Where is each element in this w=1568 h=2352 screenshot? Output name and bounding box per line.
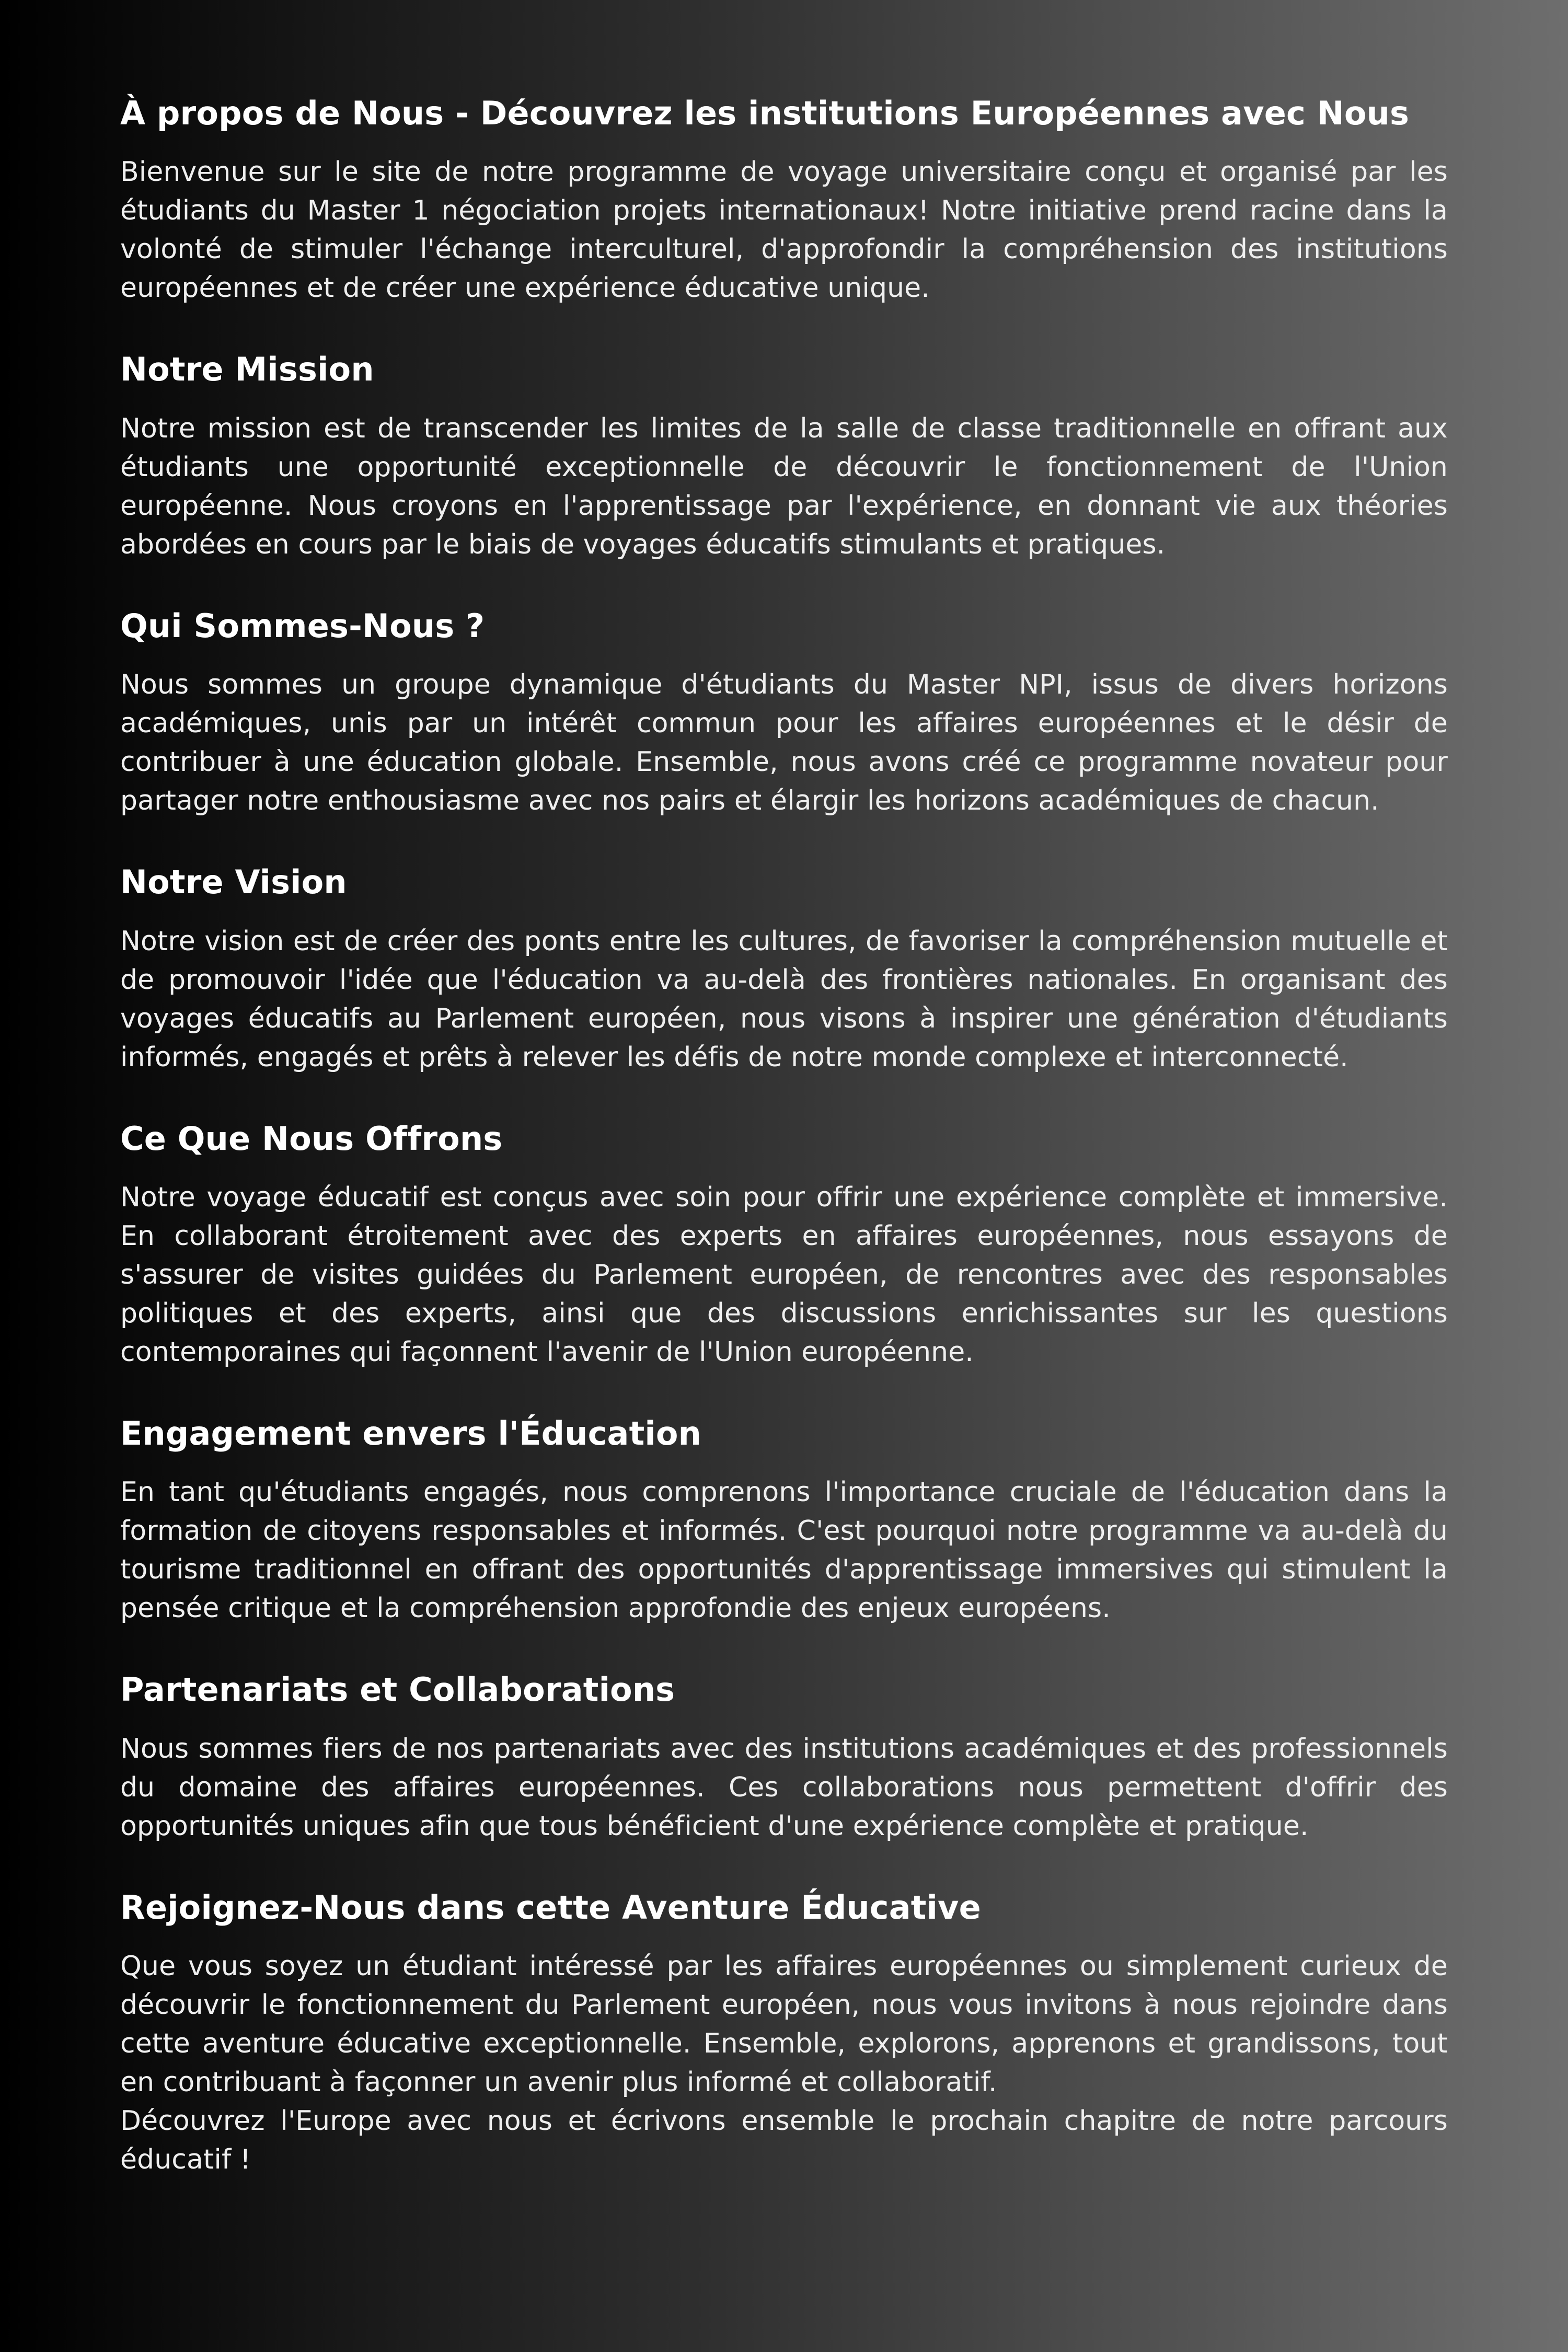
section-title-join-us: Rejoignez-Nous dans cette Aventure Éducative [120,1888,981,1927]
section-mission [120,350,1448,563]
vision-paragraph: Notre vision est de créer des ponts entre les cultures, de favoriser la compréhension mutuelle et de promouvoir l'idée que l'éducation va au-delà des frontières nationales. En organisant des voyages éducatifs au Parlement européen, nous visons à inspirer une génération d'étudiants informés, engagés et prêts à relever les défis de notre monde complexe et interconnecté. [120,925,1448,1073]
mission-paragraph: Notre mission est de transcender les limites de la salle de classe traditionnelle en offrant aux étudiants une opportunité exceptionnelle de découvrir le fonctionnement de l'Union européenne. Nous croyons en l'apprentissage par l'expérience, en donnant vie aux théories abordées en cours par le biais de voyages éducatifs stimulants et pratiques. [120,412,1448,560]
page-title: À propos de Nous - Découvrez les institutions Européennes avec Nous [120,94,1410,132]
section-about [120,94,1448,307]
section-title-vision: Notre Vision [120,863,347,902]
about-paragraph: Bienvenue sur le site de notre programme de voyage universitaire conçu et organisé par les étudiants du Master 1 négociation projets internationaux! Notre initiative prend racine dans la volonté de stimuler l'échange interculturel, d'approfondir la compréhension des institutions européennes et de créer une expérience éducative unique. [120,156,1448,304]
section-vision [120,863,1448,1076]
section-title-education: Engagement envers l'Éducation [120,1414,701,1452]
section-education [120,1414,1448,1628]
offer-paragraph: Notre voyage éducatif est conçus avec soin pour offrir une expérience complète et immersive. En collaborant étroitement avec des experts en affaires européennes, nous essayons de s'assurer de visites guidées du Parlement européen, de rencontres avec des responsables politiques et des experts, ainsi que des discussions enrichissantes sur les questions contemporaines qui façonnent l'avenir de l'Union européenne. [120,1181,1448,1368]
section-offer [120,1120,1448,1371]
join-us-closing-paragraph: Découvrez l'Europe avec nous et écrivons ensemble le prochain chapitre de notre parcours éducatif ! [120,2105,1448,2176]
main-content [120,94,1448,2179]
section-title-mission: Notre Mission [120,350,374,389]
partnerships-paragraph: Nous sommes fiers de nos partenariats avec des institutions académiques et des professionnels du domaine des affaires européennes. Ces collaborations nous permettent d'offrir des opportunités uniques afin que tous bénéficient d'une expérience complète et pratique. [120,1733,1448,1842]
join-us-paragraph: Que vous soyez un étudiant intéressé par les affaires européennes ou simplement curieux de découvrir le fonctionnement du Parlement européen, nous vous invitons à nous rejoindre dans cette aventure éducative exceptionnelle. Ensemble, explorons, apprenons et grandissons, tout en contribuant à façonner un avenir plus informé et collaboratif. [120,1951,1448,2099]
section-title-who-we-are: Qui Sommes-Nous ? [120,606,485,645]
section-join-us [120,1888,1448,2179]
section-title-partnerships: Partenariats et Collaborations [120,1670,675,1709]
section-who-we-are [120,607,1448,820]
who-we-are-paragraph: Nous sommes un groupe dynamique d'étudiants du Master NPI, issus de divers horizons académiques, unis par un intérêt commun pour les affaires européennes et le désir de contribuer à une éducation globale. Ensemble, nous avons créé ce programme novateur pour partager notre enthousiasme avec nos pairs et élargir les horizons académiques de chacun. [120,669,1448,817]
section-partnerships [120,1670,1448,1845]
section-title-offer: Ce Que Nous Offrons [120,1119,503,1158]
education-paragraph: En tant qu'étudiants engagés, nous comprenons l'importance cruciale de l'éducation dans la formation de citoyens responsables et informés. C'est pourquoi notre programme va au-delà du tourisme traditionnel en offrant des opportunités d'apprentissage immersives qui stimulent la pensée critique et la compréhension approfondie des enjeux européens. [120,1477,1448,1624]
